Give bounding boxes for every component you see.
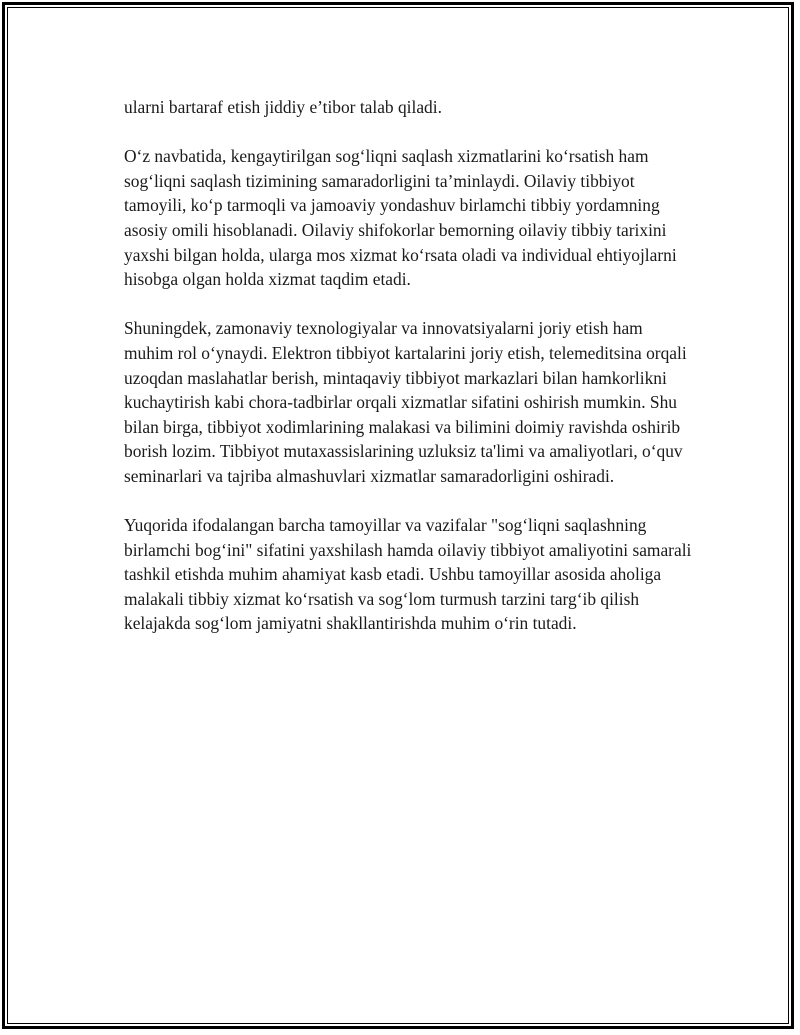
- document-body: [124, 95, 694, 661]
- paragraph-4: Yuqorida ifodalangan barcha tamoyillar va vazifalar "sog‘liqni saqlashning birlamchi bog‘ini" sifatini yaxshilash hamda oilaviy tibbiyot amaliyotini samarali tashkil etishda muhim ahamiyat kasb etadi. Ushbu tamoyillar asosida aholiga malakali tibbiy xizmat ko‘rsatish va sog‘lom turmush tarzini targ‘ib qilish kelajakda sog‘lom jamiyatni shakllantirishda muhim o‘rin tutadi.: [124, 515, 692, 634]
- page-border: [2, 2, 794, 1029]
- paragraph-2: O‘z navbatida, kengaytirilgan sog‘liqni saqlash xizmatlarini ko‘rsatish ham sog‘liqni saqlash tizimining samaradorligini ta’minlaydi. Oilaviy tibbiyot tamoyili, ko‘p tarmoqli va jamoaviy yondashuv birlamchi tibbiy yordamning asosiy omili hisoblanadi. Oilaviy shifokorlar bemorning oilaviy tibbiy tarixini yaxshi bilgan holda, ularga mos xizmat ko‘rsata oladi va individual ehtiyojlarni hisobga olgan holda xizmat taqdim etadi.: [124, 146, 677, 290]
- paragraph-1: ularni bartaraf etish jiddiy e’tibor talab qiladi.: [124, 97, 442, 117]
- paragraph-3: Shuningdek, zamonaviy texnologiyalar va innovatsiyalarni joriy etish ham muhim rol o‘ynaydi. Elektron tibbiyot kartalarini joriy etish, telemeditsina orqali uzoqdan maslahatlar berish, mintaqaviy tibbiyot markazlari bilan hamkorlikni kuchaytirish kabi chora-tadbirlar orqali xizmatlar sifatini oshirish mumkin. Shu bilan birga, tibbiyot xodimlarining malakasi va bilimini doimiy ravishda oshirib borish lozim. Tibbiyot mutaxassislarining uzluksiz ta'limi va amaliyotlari, o‘quv seminarlari va tajriba almashuvlari xizmatlar samaradorligini oshiradi.: [124, 318, 687, 486]
